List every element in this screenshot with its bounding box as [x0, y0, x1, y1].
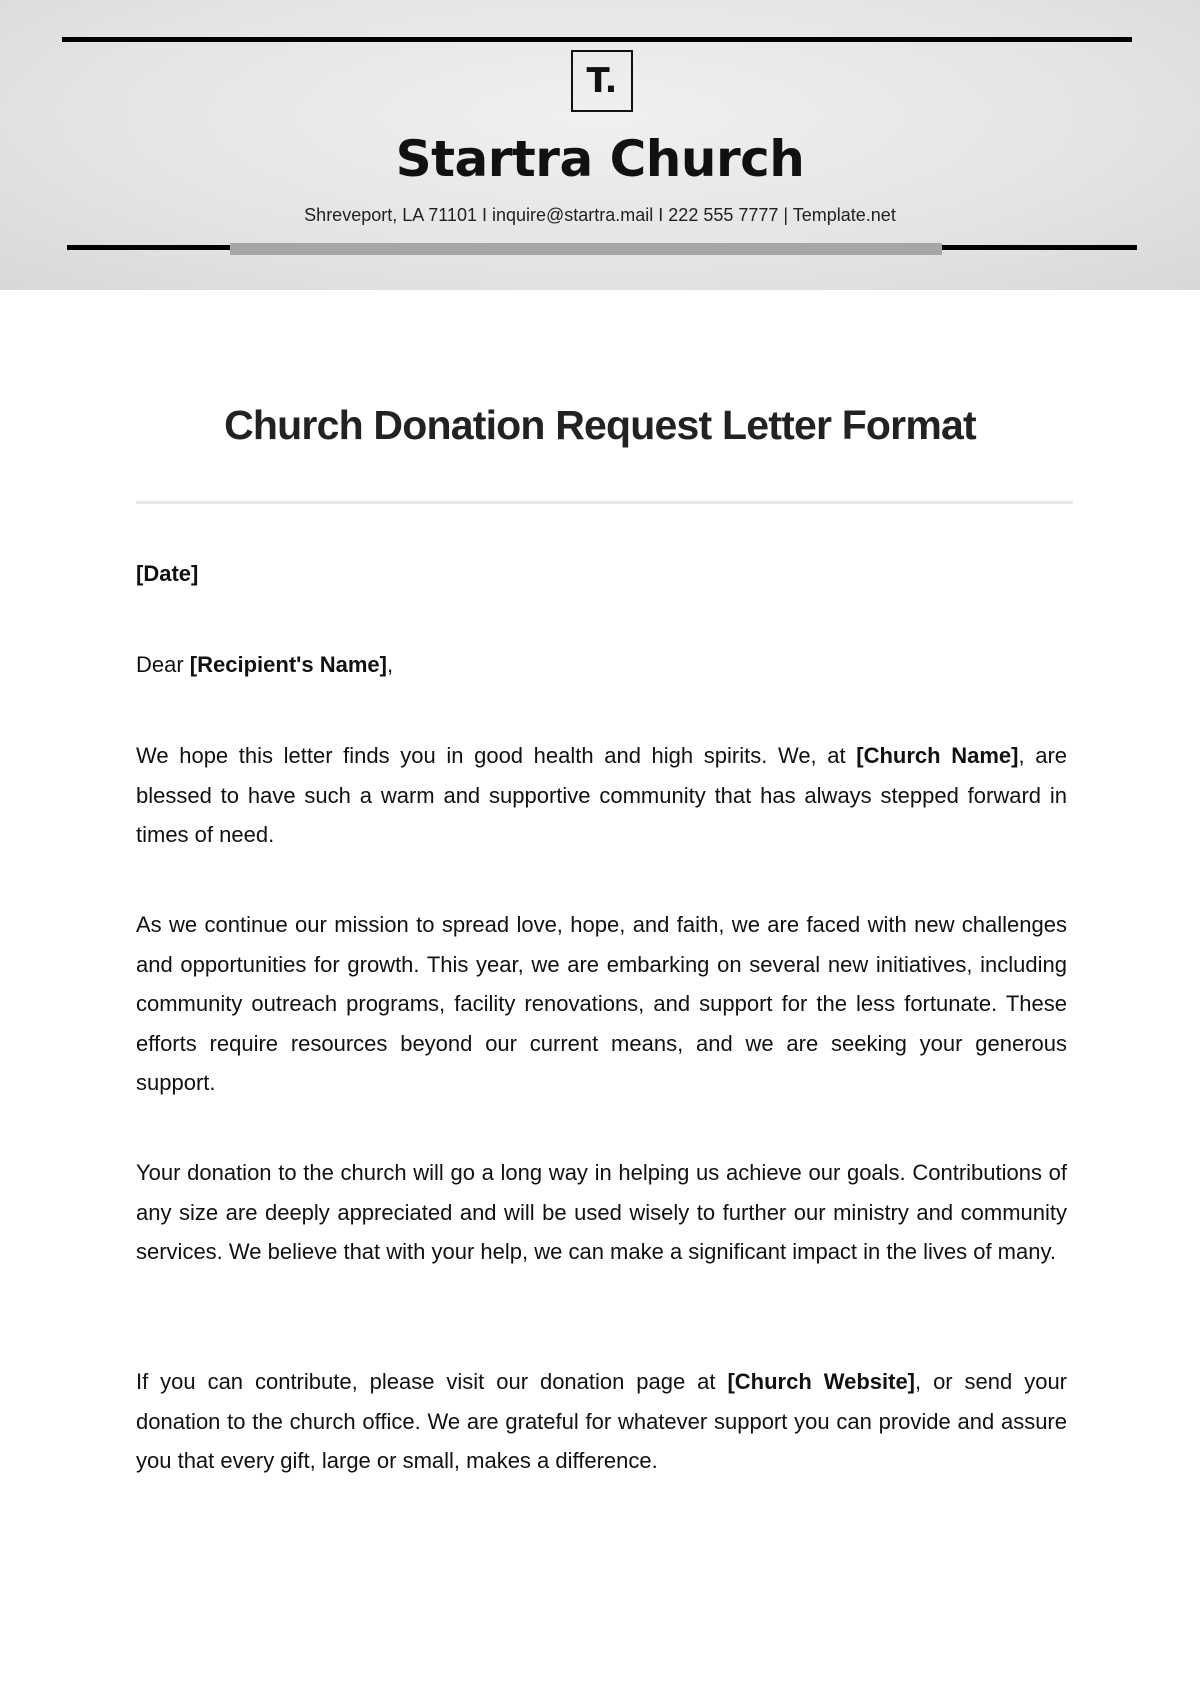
salutation-post: , [386, 652, 394, 677]
date [136, 554, 1067, 594]
paragraph-3: Your donation to the church will go a long way in helping us achieve our goals. Contributions of any size are deeply appreciated and will be used wisely to further our ministry and community services. We believe that with your help, we can make a significant impact in the lives of many. [136, 1160, 1067, 1264]
logo: T. [571, 50, 633, 112]
recipient-placeholder: [Recipient's Name] [189, 652, 387, 677]
salutation [136, 645, 1067, 685]
contact-info: Shreveport, LA 71101 I inquire@startra.mail I 222 555 7777 | Template.net [304, 205, 896, 225]
salutation-pre: Dear [136, 652, 190, 677]
p4-text: If you can contribute, please visit our donation page at [136, 1369, 728, 1394]
church-name: Startra Church [395, 130, 805, 188]
paragraph-1 [136, 736, 1067, 855]
divider [136, 501, 1073, 504]
letterhead [0, 0, 1200, 290]
paragraph-2: As we continue our mission to spread love, hope, and faith, we are faced with new challenges and opportunities for growth. This year, we are embarking on several new initiatives, including community outreach programs, facility renovations, and support for the less fortunate. These efforts require resources beyond our current means, and we are seeking your generous support. [136, 912, 1067, 1095]
p1-text: We hope this letter finds you in good health and high spirits. We, at [136, 743, 857, 768]
p1-text-end: , are blessed to have such a warm and supportive community that has always stepped forward in times of need. [136, 743, 1067, 847]
paragraph-4 [136, 1362, 1067, 1481]
top-rule [62, 37, 1132, 42]
p4-text-end: , or send your donation to the church office. We are grateful for whatever support you can provide and assure you that every gift, large or small, makes a difference. [136, 1369, 1068, 1473]
church-name-placeholder: [Church Name] [856, 743, 1019, 768]
date-placeholder: [Date] [136, 561, 199, 586]
website-placeholder: [Church Website] [727, 1369, 916, 1394]
document-title: Church Donation Request Letter Format [224, 402, 976, 448]
gray-accent-bar [230, 243, 942, 255]
